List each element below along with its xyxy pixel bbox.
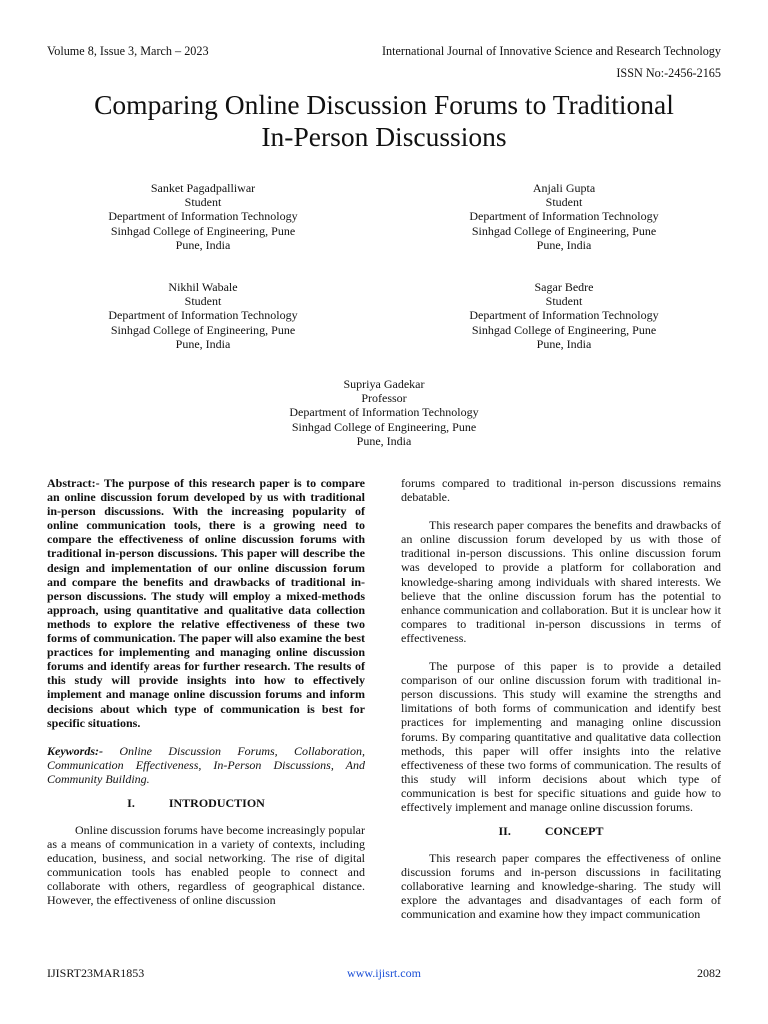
footer-page-number: 2082 [697, 966, 721, 980]
body-paragraph: The purpose of this paper is to provide a detailed comparison of our online discussion forum with traditional in-person discussions. This study will examine the strengths and limitations of both forms of communication and identify best practices for implementing and managing online discussion forums. By comparing quantitative and qualitative data collection methods, this paper will offer insights into the relative effectiveness of these two forms of communication. The results of this study will inform decisions about which type of communication is best for specific situations and guide how to effectively implement and manage online discussion forums. [401, 659, 721, 814]
author-college: Sinhgad College of Engineering, Pune [291, 419, 477, 434]
keywords-label: Keywords:- [47, 743, 103, 758]
author-role: Student [545, 294, 583, 309]
author-role: Student [184, 294, 222, 309]
author-department: Department of Information Technology [469, 308, 659, 323]
author-college: Sinhgad College of Engineering, Pune [471, 223, 657, 238]
body-paragraph: This research paper compares the benefits and drawbacks of an online discussion forum developed by us with those of traditional in-person discussions. This online discussion forum was developed to provide a platform for collaboration and knowledge-sharing among individuals with shared interests. We believe that the online discussion forum has the potential to enhance communication and collaboration. But it is unclear how it compares to traditional in-person discussions in terms of effectiveness. [401, 518, 721, 645]
author-department: Department of Information Technology [469, 209, 659, 224]
author-name: Anjali Gupta [532, 181, 596, 195]
right-column [401, 476, 721, 922]
author-college: Sinhgad College of Engineering, Pune [110, 223, 296, 238]
section-heading-concept [401, 824, 721, 838]
author-department: Department of Information Technology [289, 405, 479, 420]
author-name: Sagar Bedre [534, 280, 594, 294]
author-college: Sinhgad College of Engineering, Pune [471, 322, 657, 337]
author-location: Pune, India [175, 336, 231, 351]
keywords-paragraph [47, 744, 365, 786]
author-role: Student [545, 195, 583, 210]
footer-paper-id: IJISRT23MAR1853 [47, 966, 145, 980]
section-number: I. [127, 795, 135, 810]
section-title: INTRODUCTION [168, 795, 265, 810]
paper-title [40, 89, 728, 153]
author-name: Supriya Gadekar [343, 377, 425, 391]
running-header-volume: Volume 8, Issue 3, March – 2023 [47, 44, 209, 58]
author-college: Sinhgad College of Engineering, Pune [110, 322, 296, 337]
footer-website-link[interactable]: www.ijisrt.com [347, 966, 421, 980]
author-block [419, 181, 709, 252]
author-location: Pune, India [536, 336, 592, 351]
author-block [58, 280, 348, 351]
author-department: Department of Information Technology [108, 308, 298, 323]
author-block [239, 377, 529, 448]
issn-line: ISSN No:-2456-2165 [616, 66, 721, 80]
author-role: Student [184, 195, 222, 210]
author-department: Department of Information Technology [108, 209, 298, 224]
left-column [47, 476, 365, 908]
running-header-journal: International Journal of Innovative Science and Research Technology [381, 44, 721, 58]
body-paragraph: This research paper compares the effectiveness of online discussion forums and in-person discussions in facilitating collaborative learning and knowledge-sharing. The study will explore the advantages and disadvantages of each form of communication and examine how they impact communication [401, 851, 721, 922]
title-line-2: In-Person Discussions [261, 121, 507, 152]
body-paragraph: forums compared to traditional in-person discussions remains debatable. [401, 476, 721, 505]
keywords-text: Online Discussion Forums, Collaboration, Communication Effectiveness, In-Person Discussions, And Community Building. [47, 743, 365, 786]
section-heading-introduction [47, 796, 365, 810]
author-location: Pune, India [536, 237, 592, 252]
author-name: Sanket Pagadpalliwar [150, 181, 256, 195]
author-block [419, 280, 709, 351]
author-location: Pune, India [356, 433, 412, 448]
author-name: Nikhil Wabale [168, 280, 238, 294]
author-role: Professor [361, 391, 407, 406]
title-line-1: Comparing Online Discussion Forums to Traditional [94, 89, 674, 120]
body-paragraph: Online discussion forums have become increasingly popular as a means of communication in a variety of contexts, including education, business, and social networking. The rise of digital communication tools has enabled people to connect and collaborate with others, regardless of geographical distance. However, the effectiveness of online discussion [47, 822, 365, 908]
author-block [58, 181, 348, 252]
author-location: Pune, India [175, 237, 231, 252]
section-title: CONCEPT [544, 824, 604, 839]
abstract-paragraph: Abstract:- The purpose of this research paper is to compare an online discussion forum developed by us with traditional in-person discussions. With the increasing popularity of online communication tools, there is a growing need to compare the effectiveness of online discussion forums with traditional in-person discussions. This paper will describe the design and implementation of our online discussion forum and compare the benefits and drawbacks of traditional in-person discussions. The study will employ a mixed-methods approach, using quantitative and qualitative data collection methods to explore the relative effectiveness of these two forms of communication. The paper will also examine the best practices for implementing and managing online discussion forums and identify areas for further research. The results of this study will provide insights into how to effectively implement and manage online discussion forums and inform decisions about which type of communication is best for specific situations. [47, 476, 365, 730]
section-number: II. [498, 824, 511, 839]
